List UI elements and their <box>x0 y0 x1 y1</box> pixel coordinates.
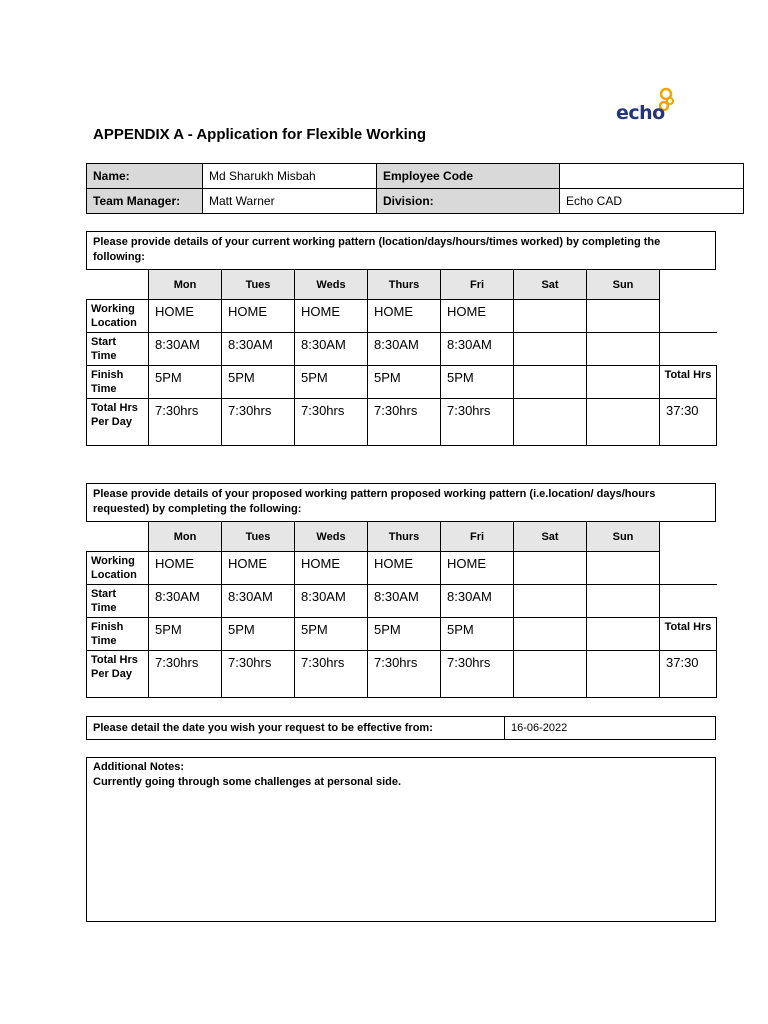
pattern-cell[interactable]: HOME <box>295 552 368 585</box>
pattern-cell[interactable]: 5PM <box>441 366 514 399</box>
day-header-mon: Mon <box>149 522 222 552</box>
pattern-cell[interactable]: 8:30AM <box>295 585 368 618</box>
pattern-cell[interactable] <box>587 552 660 585</box>
pattern-cell[interactable]: HOME <box>149 300 222 333</box>
pattern-cell[interactable]: 5PM <box>222 618 295 651</box>
pattern-cell[interactable]: 8:30AM <box>368 333 441 366</box>
pattern-cell[interactable] <box>514 300 587 333</box>
pattern-cell[interactable] <box>514 333 587 366</box>
blank-cell <box>660 300 717 333</box>
pattern-cell[interactable]: HOME <box>441 300 514 333</box>
echo-logo <box>612 86 682 126</box>
proposed-instruction: Please provide details of your proposed working pattern proposed working pattern (i.e.location/ days/hours requested) by completing the following: <box>86 483 716 522</box>
pattern-cell[interactable] <box>514 618 587 651</box>
employee-code-label: Employee Code <box>377 164 560 189</box>
pattern-cell[interactable]: 5PM <box>295 618 368 651</box>
blank-cell <box>660 552 717 585</box>
pattern-cell[interactable]: 8:30AM <box>295 333 368 366</box>
pattern-cell[interactable]: 8:30AM <box>441 333 514 366</box>
pattern-cell[interactable]: HOME <box>295 300 368 333</box>
pattern-cell[interactable]: 7:30hrs <box>295 399 368 446</box>
pattern-cell[interactable]: HOME <box>149 552 222 585</box>
pattern-row <box>87 333 717 366</box>
row-label: Finish Time <box>87 618 149 651</box>
effective-date-table <box>86 716 716 740</box>
pattern-cell[interactable] <box>514 366 587 399</box>
day-header-sat: Sat <box>514 270 587 300</box>
blank-cell <box>660 333 717 366</box>
pattern-cell[interactable]: 7:30hrs <box>222 651 295 698</box>
day-header-fri: Fri <box>441 522 514 552</box>
pattern-cell[interactable]: HOME <box>222 300 295 333</box>
pattern-cell[interactable] <box>514 399 587 446</box>
pattern-cell[interactable]: HOME <box>368 552 441 585</box>
pattern-cell[interactable]: 5PM <box>222 366 295 399</box>
day-header-weds: Weds <box>295 522 368 552</box>
total-hrs-value[interactable]: 37:30 <box>660 399 717 446</box>
pattern-cell[interactable]: 7:30hrs <box>149 651 222 698</box>
pattern-row <box>87 651 717 698</box>
additional-notes-text: Currently going through some challenges at personal side. <box>93 776 402 788</box>
pattern-cell[interactable] <box>587 300 660 333</box>
name-label: Name: <box>87 164 203 189</box>
pattern-cell[interactable]: 8:30AM <box>441 585 514 618</box>
day-header-mon: Mon <box>149 270 222 300</box>
day-header-sun: Sun <box>587 270 660 300</box>
pattern-cell[interactable]: 7:30hrs <box>222 399 295 446</box>
pattern-row <box>87 618 717 651</box>
pattern-cell[interactable] <box>514 552 587 585</box>
pattern-cell[interactable]: 7:30hrs <box>441 651 514 698</box>
pattern-cell[interactable]: 5PM <box>368 366 441 399</box>
current-pattern-table <box>86 269 717 446</box>
day-header-thurs: Thurs <box>368 522 441 552</box>
total-hrs-value[interactable]: 37:30 <box>660 651 717 698</box>
pattern-cell[interactable] <box>587 366 660 399</box>
pattern-cell[interactable] <box>514 651 587 698</box>
pattern-row <box>87 552 717 585</box>
day-header-tues: Tues <box>222 270 295 300</box>
employee-code-value[interactable] <box>560 164 744 189</box>
pattern-cell[interactable] <box>587 399 660 446</box>
proposed-pattern-table <box>86 521 717 698</box>
effective-date-value[interactable]: 16-06-2022 <box>505 717 716 740</box>
pattern-cell[interactable] <box>587 618 660 651</box>
total-hrs-label: Total Hrs <box>660 618 717 651</box>
pattern-row <box>87 585 717 618</box>
pattern-cell[interactable]: 5PM <box>149 366 222 399</box>
current-instruction: Please provide details of your current working pattern (location/days/hours/times worked) by completing the following: <box>86 231 716 270</box>
pattern-cell[interactable] <box>587 585 660 618</box>
page-title: APPENDIX A - Application for Flexible Working <box>93 126 427 143</box>
team-manager-label: Team Manager: <box>87 189 203 214</box>
division-label: Division: <box>377 189 560 214</box>
row-label: Finish Time <box>87 366 149 399</box>
employee-info-table <box>86 163 744 214</box>
pattern-cell[interactable]: HOME <box>222 552 295 585</box>
row-label: Working Location <box>87 300 149 333</box>
header-corner <box>87 522 149 552</box>
pattern-cell[interactable]: 7:30hrs <box>368 399 441 446</box>
pattern-cell[interactable] <box>587 333 660 366</box>
pattern-row <box>87 399 717 446</box>
day-header-tues: Tues <box>222 522 295 552</box>
pattern-row <box>87 366 717 399</box>
pattern-cell[interactable]: HOME <box>441 552 514 585</box>
pattern-cell[interactable]: 8:30AM <box>368 585 441 618</box>
row-label: Total Hrs Per Day <box>87 651 149 698</box>
header-corner <box>87 270 149 300</box>
row-label: Total Hrs Per Day <box>87 399 149 446</box>
pattern-cell[interactable]: 7:30hrs <box>295 651 368 698</box>
pattern-cell[interactable]: 8:30AM <box>222 333 295 366</box>
team-manager-value[interactable]: Matt Warner <box>203 189 377 214</box>
pattern-cell[interactable]: 5PM <box>149 618 222 651</box>
pattern-cell[interactable] <box>587 651 660 698</box>
pattern-cell[interactable]: 7:30hrs <box>368 651 441 698</box>
pattern-cell[interactable]: 5PM <box>295 366 368 399</box>
row-label: Working Location <box>87 552 149 585</box>
pattern-cell[interactable]: 8:30AM <box>149 585 222 618</box>
pattern-cell[interactable]: 7:30hrs <box>149 399 222 446</box>
day-header-weds: Weds <box>295 270 368 300</box>
logo-text: echo <box>616 102 665 124</box>
additional-notes-box[interactable] <box>86 757 716 922</box>
pattern-cell[interactable]: 5PM <box>368 618 441 651</box>
header-empty <box>660 522 717 552</box>
division-value[interactable]: Echo CAD <box>560 189 744 214</box>
pattern-row <box>87 300 717 333</box>
name-value[interactable]: Md Sharukh Misbah <box>203 164 377 189</box>
day-header-sat: Sat <box>514 522 587 552</box>
day-header-thurs: Thurs <box>368 270 441 300</box>
pattern-cell[interactable] <box>514 585 587 618</box>
header-empty <box>660 270 717 300</box>
effective-date-label: Please detail the date you wish your request to be effective from: <box>87 717 505 740</box>
day-header-fri: Fri <box>441 270 514 300</box>
pattern-cell[interactable]: 7:30hrs <box>441 399 514 446</box>
blank-cell <box>660 585 717 618</box>
day-header-sun: Sun <box>587 522 660 552</box>
row-label: Start Time <box>87 333 149 366</box>
total-hrs-label: Total Hrs <box>660 366 717 399</box>
pattern-cell[interactable]: 8:30AM <box>149 333 222 366</box>
additional-notes-label: Additional Notes: <box>93 761 185 773</box>
pattern-cell[interactable]: 8:30AM <box>222 585 295 618</box>
pattern-cell[interactable]: HOME <box>368 300 441 333</box>
row-label: Start Time <box>87 585 149 618</box>
pattern-cell[interactable]: 5PM <box>441 618 514 651</box>
